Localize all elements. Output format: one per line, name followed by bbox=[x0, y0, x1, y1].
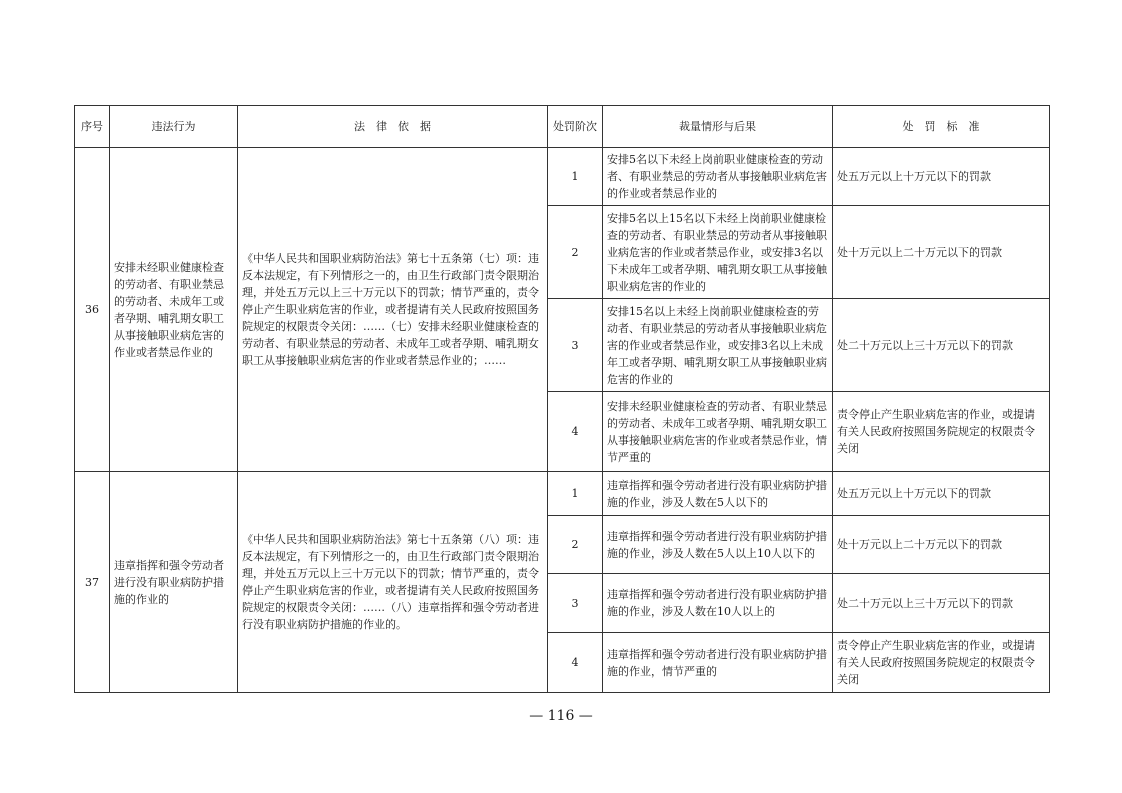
circumstance-cell: 安排5名以下未经上岗前职业健康检查的劳动者、有职业禁忌的劳动者从事接触职业病危害的作业或者禁忌作业的 bbox=[603, 148, 833, 206]
header-basis: 法 律 依 据 bbox=[238, 106, 548, 148]
header-circumstances: 裁量情形与后果 bbox=[603, 106, 833, 148]
standard-cell: 处十万元以上二十万元以下的罚款 bbox=[833, 516, 1050, 574]
circumstance-cell: 安排未经职业健康检查的劳动者、有职业禁忌的劳动者、未成年工或者孕期、哺乳期女职工从事接触职业病危害的作业或者禁忌作业，情节严重的 bbox=[603, 392, 833, 472]
stage-cell: 4 bbox=[548, 392, 603, 472]
stage-cell: 2 bbox=[548, 516, 603, 574]
table-row bbox=[75, 148, 1050, 206]
standard-cell: 处十万元以上二十万元以下的罚款 bbox=[833, 206, 1050, 299]
standard-cell: 责令停止产生职业病危害的作业，或提请有关人民政府按照国务院规定的权限责令关闭 bbox=[833, 633, 1050, 693]
seq-cell: 37 bbox=[75, 472, 110, 693]
page-number: — 116 — bbox=[529, 708, 593, 724]
standard-cell: 责令停止产生职业病危害的作业，或提请有关人民政府按照国务院规定的权限责令关闭 bbox=[833, 392, 1050, 472]
stage-cell: 4 bbox=[548, 633, 603, 693]
circumstance-cell: 违章指挥和强令劳动者进行没有职业病防护措施的作业，涉及人数在5人以下的 bbox=[603, 472, 833, 516]
circumstance-cell: 违章指挥和强令劳动者进行没有职业病防护措施的作业，涉及人数在10人以上的 bbox=[603, 574, 833, 633]
behavior-cell: 安排未经职业健康检查的劳动者、有职业禁忌的劳动者、未成年工或者孕期、哺乳期女职工从事接触职业病危害的作业或者禁忌作业的 bbox=[110, 148, 238, 472]
header-behavior: 违法行为 bbox=[110, 106, 238, 148]
circumstance-cell: 安排15名以上未经上岗前职业健康检查的劳动者、有职业禁忌的劳动者从事接触职业病危害的作业或者禁忌作业，或安排3名以上未成年工或者孕期、哺乳期女职工从事接触职业病危害的作业的 bbox=[603, 299, 833, 392]
header-seq: 序号 bbox=[75, 106, 110, 148]
stage-cell: 2 bbox=[548, 206, 603, 299]
table-row bbox=[75, 472, 1050, 516]
behavior-cell: 违章指挥和强令劳动者进行没有职业病防护措施的作业的 bbox=[110, 472, 238, 693]
circumstance-cell: 安排5名以上15名以下未经上岗前职业健康检查的劳动者、有职业禁忌的劳动者从事接触职业病危害的作业或者禁忌作业，或安排3名以下未成年工或者孕期、哺乳期女职工从事接触职业病危害的作业的 bbox=[603, 206, 833, 299]
header-standard: 处 罚 标 准 bbox=[833, 106, 1050, 148]
stage-cell: 3 bbox=[548, 299, 603, 392]
stage-cell: 1 bbox=[548, 472, 603, 516]
basis-cell: 《中华人民共和国职业病防治法》第七十五条第（八）项：违反本法规定，有下列情形之一的，由卫生行政部门责令限期治理，并处五万元以上三十万元以下的罚款；情节严重的，责令停止产生职业病危害的作业，或者提请有关人民政府按照国务院规定的权限责令关闭：……（八）违章指挥和强令劳动者进行没有职业病防护措施的作业的。 bbox=[238, 472, 548, 693]
standard-cell: 处二十万元以上三十万元以下的罚款 bbox=[833, 299, 1050, 392]
penalty-table bbox=[74, 105, 1050, 693]
circumstance-cell: 违章指挥和强令劳动者进行没有职业病防护措施的作业，情节严重的 bbox=[603, 633, 833, 693]
stage-cell: 3 bbox=[548, 574, 603, 633]
stage-cell: 1 bbox=[548, 148, 603, 206]
standard-cell: 处五万元以上十万元以下的罚款 bbox=[833, 148, 1050, 206]
standard-cell: 处二十万元以上三十万元以下的罚款 bbox=[833, 574, 1050, 633]
header-row bbox=[75, 106, 1050, 148]
standard-cell: 处五万元以上十万元以下的罚款 bbox=[833, 472, 1050, 516]
circumstance-cell: 违章指挥和强令劳动者进行没有职业病防护措施的作业，涉及人数在5人以上10人以下的 bbox=[603, 516, 833, 574]
header-stage: 处罚阶次 bbox=[548, 106, 603, 148]
basis-cell: 《中华人民共和国职业病防治法》第七十五条第（七）项：违反本法规定，有下列情形之一的，由卫生行政部门责令限期治理，并处五万元以上三十万元以下的罚款；情节严重的，责令停止产生职业病危害的作业，或者提请有关人民政府按照国务院规定的权限责令关闭：……（七）安排未经职业健康检查的劳动者、有职业禁忌的劳动者、未成年工或者孕期、哺乳期女职工从事接触职业病危害的作业或者禁忌作业的；…… bbox=[238, 148, 548, 472]
seq-cell: 36 bbox=[75, 148, 110, 472]
